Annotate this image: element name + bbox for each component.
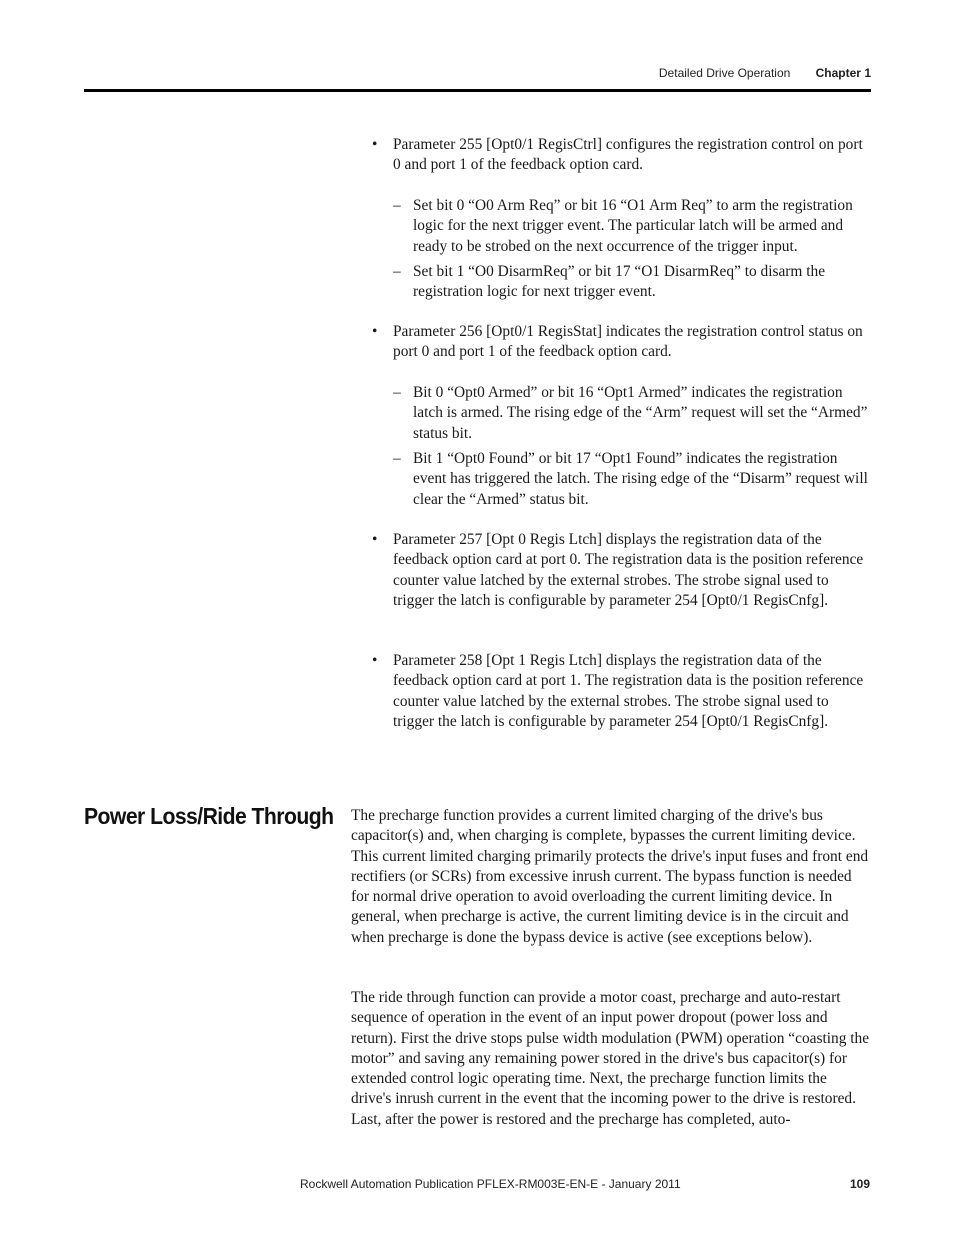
dash-glyph: – [393, 450, 401, 467]
bullet-text: Parameter 257 [Opt 0 Regis Ltch] displays the registration data of the feedback option card at port 0. The registration data is the position reference counter value latched by the external strobes. The strobe signal used to trigger the latch is configurable by parameter 254 [Opt0/1 RegisCnfg]. [393, 531, 864, 609]
paragraph-ride-through: The ride through function can provide a motor coast, precharge and auto-restart sequence of operation in the event of an input power dropout (power loss and return). First the drive stops pulse width modulation (PWM) operation “coasting the motor” and saving any remaining power stored in the drive's bus capacitor(s) for extended control logic operating time. Next, the precharge function limits the drive's inrush current in the event that the incoming power to the drive is restored. Last, after the power is restored and the precharge has completed, auto- [351, 989, 870, 1128]
bullet-glyph: • [372, 531, 378, 548]
footer-publication: Rockwell Automation Publication PFLEX-RM003E-EN-E - January 2011 [300, 1177, 681, 1191]
section-heading: Power Loss/Ride Through [84, 803, 334, 829]
subitem-text: Bit 0 “Opt0 Armed” or bit 16 “Opt1 Armed” indicates the registration latch is armed. The rising edge of the “Arm” request will set the “Armed” status bit. [413, 384, 868, 442]
bullet-text: Parameter 258 [Opt 1 Regis Ltch] displays the registration data of the feedback option card at port 1. The registration data is the position reference counter value latched by the external strobes. The strobe signal used to trigger the latch is configurable by parameter 254 [Opt0/1 RegisCnfg]. [393, 652, 864, 730]
dash-glyph: – [393, 197, 401, 214]
header-chapter-label: Chapter 1 [815, 66, 871, 80]
subitem-text: Bit 1 “Opt0 Found” or bit 17 “Opt1 Found” indicates the registration event has triggered the latch. The rising edge of the “Disarm” request will clear the “Armed” status bit. [413, 450, 868, 508]
page-number: 109 [849, 1177, 870, 1191]
subitem-text: Set bit 0 “O0 Arm Req” or bit 16 “O1 Arm Req” to arm the registration logic for the next trigger event. The particular latch will be armed and ready to be strobed on the next occurrence of the trigger input. [413, 197, 853, 255]
paragraph-precharge: The precharge function provides a current limited charging of the drive's bus capacitor(s) and, when charging is complete, bypasses the current limiting device. This current limited charging primarily protects the drive's input fuses and front end rectifiers (or SCRs) from excessive inrush current. The bypass function is needed for normal drive operation to avoid overloading the current limiting device. In general, when precharge is active, the current limiting device is in the circuit and when precharge is done the bypass device is active (see exceptions below). [351, 807, 869, 946]
subitem-text: Set bit 1 “O0 DisarmReq” or bit 17 “O1 DisarmReq” to disarm the registration logic for next trigger event. [413, 263, 826, 301]
bullet-text: Parameter 255 [Opt0/1 RegisCtrl] configures the registration control on port 0 and port 1 of the feedback option card. [393, 136, 863, 174]
running-header [659, 66, 871, 80]
dash-glyph: – [393, 384, 401, 401]
dash-glyph: – [393, 263, 401, 280]
bullet-glyph: • [372, 652, 378, 669]
bullet-text: Parameter 256 [Opt0/1 RegisStat] indicates the registration control status on port 0 and port 1 of the feedback option card. [393, 323, 863, 361]
bullet-glyph: • [372, 136, 378, 153]
bullet-glyph: • [372, 323, 378, 340]
header-rule [84, 89, 871, 92]
header-section-title: Detailed Drive Operation [658, 66, 791, 80]
